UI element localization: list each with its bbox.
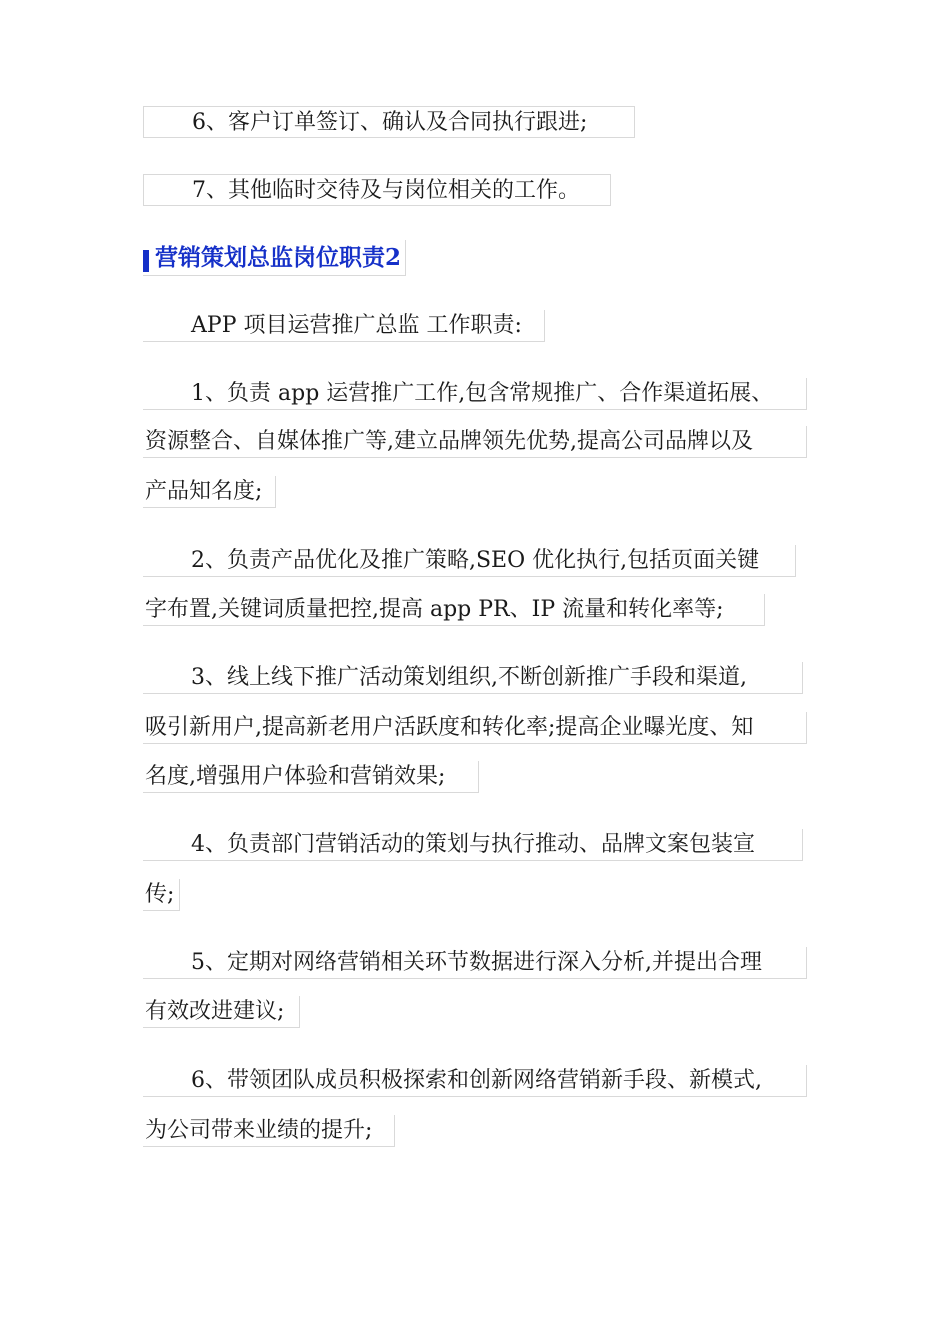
- duty-line: 名度,增强用户体验和营销效果;: [143, 761, 479, 793]
- duty-line: 6、带领团队成员积极探索和创新网络营销新手段、新模式,: [143, 1065, 807, 1097]
- duty-line: 2、负责产品优化及推广策略,SEO 优化执行,包括页面关键: [143, 545, 796, 577]
- duty-line: 吸引新用户,提高新老用户活跃度和转化率;提高企业曝光度、知: [143, 712, 807, 744]
- duty-line: 为公司带来业绩的提升;: [143, 1115, 395, 1147]
- list-item: 6、客户订单签订、确认及合同执行跟进;: [143, 106, 635, 138]
- duty-line: 产品知名度;: [143, 476, 276, 508]
- duty-line: 有效改进建议;: [143, 996, 300, 1028]
- section-heading-text: 营销策划总监岗位职责2: [155, 243, 402, 271]
- duty-line: 资源整合、自媒体推广等,建立品牌领先优势,提高公司品牌以及: [143, 426, 807, 458]
- duty-line: 字布置,关键词质量把控,提高 app PR、IP 流量和转化率等;: [143, 594, 765, 626]
- duty-line: 3、线上线下推广活动策划组织,不断创新推广手段和渠道,: [143, 662, 803, 694]
- list-item: 7、其他临时交待及与岗位相关的工作。: [143, 174, 611, 206]
- section-heading: [143, 240, 406, 276]
- heading-marker-icon: [143, 250, 149, 272]
- duty-line: 5、定期对网络营销相关环节数据进行深入分析,并提出合理: [143, 947, 807, 979]
- duty-line: 传;: [143, 879, 180, 911]
- intro-text: APP 项目运营推广总监 工作职责:: [143, 310, 545, 342]
- duty-line: 1、负责 app 运营推广工作,包含常规推广、合作渠道拓展、: [143, 378, 807, 410]
- duty-line: 4、负责部门营销活动的策划与执行推动、品牌文案包装宣: [143, 829, 803, 861]
